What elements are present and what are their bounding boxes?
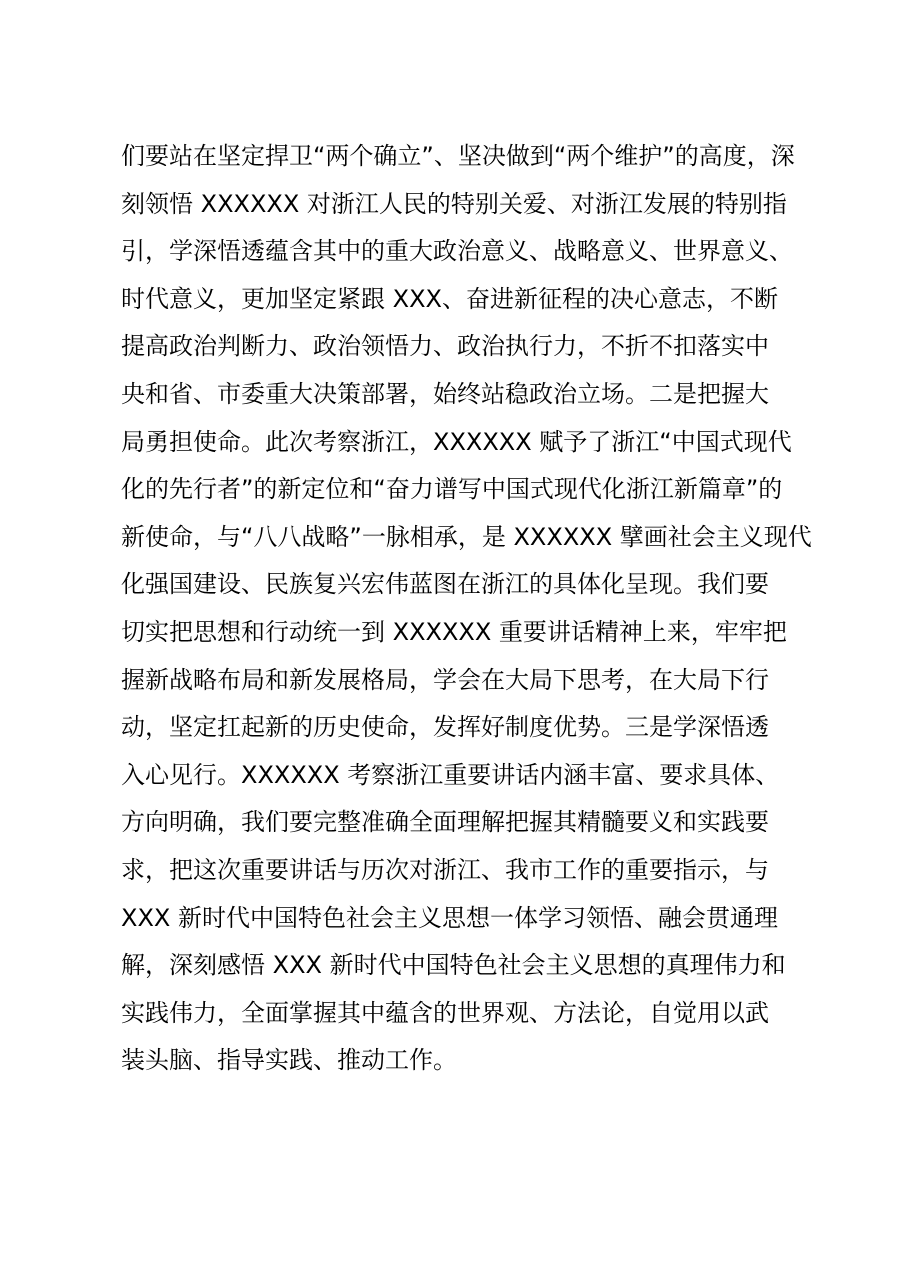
- paragraph-line: 局勇担使命。此次考察浙江，XXXXXX 赋予了浙江“中国式现代: [121, 427, 792, 456]
- paragraph-line: 化强国建设、民族复兴宏伟蓝图在浙江的具体化呈现。我们要: [121, 570, 769, 599]
- paragraph-line: 装头脑、指导实践、推动工作。: [121, 1046, 457, 1075]
- paragraph-line: 提高政治判断力、政治领悟力、政治执行力，不折不扣落实中: [121, 332, 769, 361]
- paragraph-line: 刻领悟 XXXXXX 对浙江人民的特别关爱、对浙江发展的特别指: [121, 189, 787, 218]
- paragraph-line: 方向明确，我们要完整准确全面理解把握其精髓要义和实践要: [121, 808, 769, 837]
- paragraph-line: 们要站在坚定捍卫“两个确立”、坚决做到“两个维护”的高度，深: [121, 142, 795, 170]
- paragraph-line: 化的先行者”的新定位和“奋力谱写中国式现代化浙江新篇章”的: [121, 475, 783, 504]
- body-paragraph: [121, 133, 821, 1085]
- paragraph-line: 实践伟力，全面掌握其中蕴含的世界观、方法论，自觉用以武: [121, 998, 769, 1027]
- paragraph-line: 新使命，与“八八战略”一脉相承，是 XXXXXX 擘画社会主义现代: [121, 522, 812, 551]
- paragraph-line: 央和省、市委重大决策部署，始终站稳政治立场。二是把握大: [121, 379, 769, 408]
- paragraph-line: 入心见行。XXXXXX 考察浙江重要讲话内涵丰富、要求具体、: [121, 760, 780, 789]
- paragraph-line: 解，深刻感悟 XXX 新时代中国特色社会主义思想的真理伟力和: [121, 951, 786, 980]
- paragraph-line: 求，把这次重要讲话与历次对浙江、我市工作的重要指示，与: [121, 855, 769, 884]
- paragraph-line: 时代意义，更加坚定紧跟 XXX、奋进新征程的决心意志，不断: [121, 284, 778, 313]
- paragraph-line: 动，坚定扛起新的历史使命，发挥好制度优势。三是学深悟透: [121, 713, 769, 742]
- paragraph-line: 握新战略布局和新发展格局，学会在大局下思考，在大局下行: [121, 665, 769, 694]
- paragraph-line: XXX 新时代中国特色社会主义思想一体学习领悟、融会贯通理: [121, 903, 778, 932]
- paragraph-line: 切实把思想和行动统一到 XXXXXX 重要讲话精神上来，牢牢把: [121, 617, 787, 646]
- paragraph-line: 引，学深悟透蕴含其中的重大政治意义、战略意义、世界意义、: [121, 237, 793, 266]
